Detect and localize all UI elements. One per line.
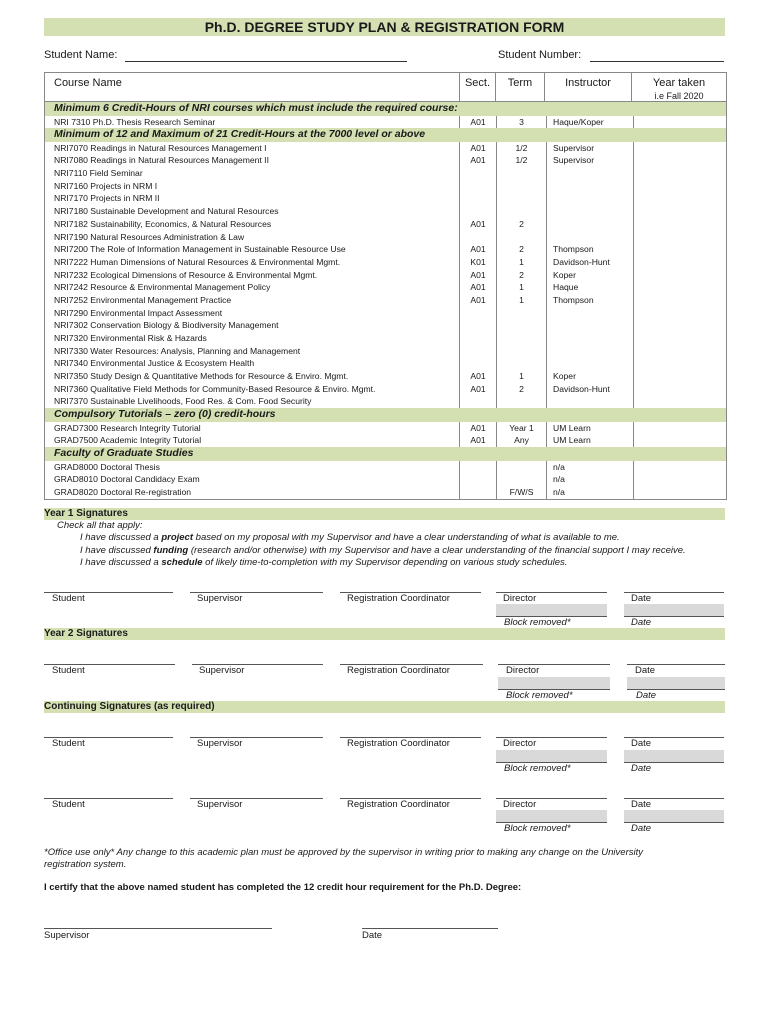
director-signature-label: Director: [503, 799, 537, 810]
term-cell: 1: [496, 281, 546, 294]
student-signature-label: Student: [52, 738, 85, 749]
instructor-cell: n/a: [546, 461, 633, 474]
header-sect: Sect.: [459, 73, 495, 101]
table-row: [45, 486, 726, 499]
checklist-text: based on my proposal with my Supervisor and have a clear understanding of what is available to me.: [193, 532, 620, 543]
instructor-cell: [546, 307, 633, 320]
instructor-cell: [546, 345, 633, 358]
instructor-cell: [546, 218, 633, 231]
instructor-cell: Haque/Koper: [546, 116, 633, 129]
term-cell: F/W/S: [496, 486, 546, 499]
instructor-cell: Supervisor: [546, 142, 633, 155]
checklist-keyword: schedule: [161, 557, 203, 568]
director-signature-label: Director: [506, 665, 540, 676]
section-heading: Minimum 6 Credit-Hours of NRI courses which must include the required course:: [45, 102, 726, 116]
checklist-text: I have discussed: [80, 545, 154, 556]
year-taken-cell[interactable]: [633, 116, 726, 129]
supervisor-signature-label: Supervisor: [197, 799, 243, 810]
term-cell: [496, 473, 546, 486]
section-cell: [459, 332, 496, 345]
term-cell: 1: [496, 294, 546, 307]
instructor-cell: [546, 357, 633, 370]
instructor-cell: n/a: [546, 473, 633, 486]
final-date-line[interactable]: [362, 928, 498, 929]
instructor-cell: Koper: [546, 269, 633, 282]
course-name-cell: NRI7110 Field Seminar: [54, 168, 143, 179]
office-use-note: *Office use only* Any change to this academic plan must be approved by the supervisor in writing prior to making any change on the University: [44, 847, 643, 858]
term-cell: 2: [496, 383, 546, 396]
year2-band: Year 2 Signatures: [44, 628, 725, 640]
office-shade: [624, 604, 724, 616]
course-table: [44, 72, 727, 500]
section-cell: A01: [459, 243, 496, 256]
table-row: [45, 434, 726, 447]
block-removed-label: Block removed*: [504, 763, 571, 774]
instructor-cell: UM Learn: [546, 422, 633, 435]
year-taken-cell[interactable]: [633, 370, 726, 383]
office-shade: [496, 604, 607, 616]
checklist-text: I have discussed a: [80, 532, 162, 543]
instructor-cell: Supervisor: [546, 154, 633, 167]
course-name-cell: NRI7290 Environmental Impact Assessment: [54, 307, 223, 318]
section-cell: A01: [459, 383, 496, 396]
certify-statement: I certify that the above named student has completed the 12 credit hour requirement for the Ph.D. Degree:: [44, 882, 522, 893]
year-taken-cell[interactable]: [633, 319, 726, 332]
office-date-label: Date: [631, 823, 652, 834]
table-row: [45, 461, 726, 474]
year-taken-cell[interactable]: [633, 192, 726, 205]
instructor-cell: Thompson: [546, 243, 633, 256]
year-taken-cell[interactable]: [633, 154, 726, 167]
year-taken-cell[interactable]: [633, 269, 726, 282]
supervisor-signature-label: Supervisor: [197, 593, 243, 604]
instructor-cell: n/a: [546, 486, 633, 499]
term-cell: 2: [496, 243, 546, 256]
table-row: [45, 294, 726, 307]
final-supervisor-label: Supervisor: [44, 930, 90, 941]
section-cell: A01: [459, 434, 496, 447]
table-row: [45, 243, 726, 256]
term-cell: [496, 192, 546, 205]
term-cell: [496, 395, 546, 408]
check-all-label: Check all that apply:: [57, 520, 143, 531]
office-shade: [496, 750, 607, 762]
table-row: [45, 256, 726, 269]
office-shade: [498, 677, 610, 689]
section-cell: [459, 357, 496, 370]
term-cell: 1/2: [496, 154, 546, 167]
term-cell: 1: [496, 256, 546, 269]
table-header: [45, 73, 726, 102]
course-name-cell: NRI 7310 Ph.D. Thesis Research Seminar: [54, 116, 216, 127]
course-name-cell: NRI7232 Ecological Dimensions of Resource & Environmental Mgmt.: [54, 269, 318, 280]
table-row: [45, 473, 726, 486]
year-taken-cell[interactable]: [633, 256, 726, 269]
office-shade: [624, 810, 724, 822]
section-cell: K01: [459, 256, 496, 269]
table-row: [45, 142, 726, 155]
year-taken-cell[interactable]: [633, 243, 726, 256]
course-name-cell: NRI7180 Sustainable Development and Natural Resources: [54, 206, 279, 217]
course-name-cell: NRI7070 Readings in Natural Resources Management I: [54, 142, 267, 153]
office-date-label: Date: [631, 617, 652, 628]
year-taken-cell[interactable]: [633, 205, 726, 218]
table-row: [45, 116, 726, 129]
block-removed-label: Block removed*: [506, 690, 573, 701]
checklist-text: I have discussed a: [80, 557, 162, 568]
supervisor-signature-label: Supervisor: [199, 665, 245, 676]
year-taken-cell[interactable]: [633, 434, 726, 447]
table-row: [45, 192, 726, 205]
year-taken-cell[interactable]: [633, 142, 726, 155]
section-cell: [459, 395, 496, 408]
instructor-cell: [546, 319, 633, 332]
course-name-cell: NRI7080 Readings in Natural Resources Management II: [54, 155, 269, 166]
course-name-cell: NRI7242 Resource & Environmental Management Policy: [54, 282, 271, 293]
header-year-label: Year taken: [652, 77, 706, 89]
table-row: [45, 231, 726, 244]
term-cell: [496, 357, 546, 370]
year-taken-cell[interactable]: [633, 294, 726, 307]
section-cell: [459, 486, 496, 499]
section-cell: [459, 192, 496, 205]
table-row: [45, 345, 726, 358]
section-heading: Minimum of 12 and Maximum of 21 Credit-Hours at the 7000 level or above: [45, 128, 726, 142]
term-cell: 2: [496, 269, 546, 282]
student-name-label: Student Name:: [44, 49, 118, 61]
term-cell: [496, 205, 546, 218]
section-cell: A01: [459, 281, 496, 294]
date-label: Date: [631, 593, 652, 604]
term-cell: [496, 461, 546, 474]
section-cell: A01: [459, 269, 496, 282]
course-name-cell: GRAD8000 Doctoral Thesis: [54, 461, 160, 472]
table-row: [45, 218, 726, 231]
coordinator-signature-label: Registration Coordinator: [347, 593, 450, 604]
term-cell: [496, 180, 546, 193]
term-cell: [496, 231, 546, 244]
year-taken-cell[interactable]: [633, 461, 726, 474]
course-name-cell: GRAD8020 Doctoral Re-registration: [54, 486, 192, 497]
date-label: Date: [631, 799, 652, 810]
course-name-cell: GRAD7300 Research Integrity Tutorial: [54, 422, 201, 433]
year-taken-cell[interactable]: [633, 473, 726, 486]
header-term: Term: [495, 73, 544, 101]
table-row: [45, 395, 726, 408]
table-row: [45, 319, 726, 332]
office-date-label: Date: [631, 763, 652, 774]
section-cell: [459, 307, 496, 320]
checklist-project[interactable]: [80, 532, 620, 543]
course-name-cell: NRI7340 Environmental Justice & Ecosystem Health: [54, 358, 255, 369]
course-name-cell: NRI7222 Human Dimensions of Natural Resources & Environmental Mgmt.: [54, 256, 341, 267]
term-cell: 1/2: [496, 142, 546, 155]
office-shade: [496, 810, 607, 822]
year-taken-cell[interactable]: [633, 395, 726, 408]
coordinator-signature-label: Registration Coordinator: [347, 799, 450, 810]
section-cell: [459, 461, 496, 474]
section-cell: A01: [459, 294, 496, 307]
section-cell: A01: [459, 154, 496, 167]
term-cell: [496, 319, 546, 332]
year-taken-cell[interactable]: [633, 231, 726, 244]
student-signature-label: Student: [52, 799, 85, 810]
instructor-cell: [546, 167, 633, 180]
student-signature-label: Student: [52, 593, 85, 604]
instructor-cell: Davidson-Hunt: [546, 383, 633, 396]
section-cell: A01: [459, 218, 496, 231]
checklist-text: of likely time-to-completion with my Supervisor depending on various study schedules.: [202, 557, 568, 568]
section-cell: A01: [459, 116, 496, 129]
term-cell: [496, 167, 546, 180]
instructor-cell: Davidson-Hunt: [546, 256, 633, 269]
section-heading: Faculty of Graduate Studies: [45, 447, 726, 461]
instructor-cell: [546, 395, 633, 408]
section-cell: A01: [459, 370, 496, 383]
year-taken-cell[interactable]: [633, 180, 726, 193]
year1-band: Year 1 Signatures: [44, 508, 725, 520]
section-cell: A01: [459, 422, 496, 435]
course-name-cell: NRI7160 Projects in NRM I: [54, 180, 158, 191]
term-cell: Any: [496, 434, 546, 447]
year-taken-cell[interactable]: [633, 218, 726, 231]
year-taken-cell[interactable]: [633, 345, 726, 358]
coordinator-signature-label: Registration Coordinator: [347, 738, 450, 749]
section-cell: [459, 205, 496, 218]
course-name-cell: GRAD8010 Doctoral Candidacy Exam: [54, 474, 200, 485]
director-signature-label: Director: [503, 593, 537, 604]
date-label: Date: [631, 738, 652, 749]
table-row: [45, 167, 726, 180]
course-name-cell: GRAD7500 Academic Integrity Tutorial: [54, 435, 202, 446]
section-cell: [459, 231, 496, 244]
table-row: [45, 422, 726, 435]
year-taken-cell[interactable]: [633, 357, 726, 370]
section-cell: [459, 180, 496, 193]
checklist-keyword: project: [161, 532, 194, 543]
section-cell: A01: [459, 142, 496, 155]
student-name-field[interactable]: [125, 61, 407, 62]
course-name-cell: NRI7330 Water Resources: Analysis, Planning and Management: [54, 345, 301, 356]
header-course-name: Course Name: [54, 77, 122, 89]
term-cell: Year 1: [496, 422, 546, 435]
form-title: Ph.D. DEGREE STUDY PLAN & REGISTRATION FORM: [44, 18, 725, 36]
instructor-cell: Haque: [546, 281, 633, 294]
term-cell: [496, 345, 546, 358]
student-number-label: Student Number:: [498, 49, 582, 61]
term-cell: 3: [496, 116, 546, 129]
term-cell: [496, 307, 546, 320]
year-taken-cell[interactable]: [633, 167, 726, 180]
year-taken-cell[interactable]: [633, 486, 726, 499]
instructor-cell: Thompson: [546, 294, 633, 307]
office-shade: [624, 750, 724, 762]
instructor-cell: [546, 192, 633, 205]
year-taken-cell[interactable]: [633, 281, 726, 294]
checklist-keyword: funding: [153, 545, 189, 556]
table-row: [45, 205, 726, 218]
student-number-field[interactable]: [590, 61, 724, 62]
director-signature-label: Director: [503, 738, 537, 749]
year-taken-cell[interactable]: [633, 422, 726, 435]
year-taken-cell[interactable]: [633, 332, 726, 345]
student-signature-label: Student: [52, 665, 85, 676]
table-row: [45, 307, 726, 320]
block-removed-label: Block removed*: [504, 617, 571, 628]
table-row: [45, 154, 726, 167]
table-row: [45, 383, 726, 396]
office-date-label: Date: [636, 690, 657, 701]
term-cell: 1: [496, 370, 546, 383]
table-row: [45, 332, 726, 345]
section-cell: [459, 319, 496, 332]
term-cell: [496, 332, 546, 345]
continuing-band: Continuing Signatures (as required): [44, 701, 725, 713]
term-cell: 2: [496, 218, 546, 231]
supervisor-signature-label: Supervisor: [197, 738, 243, 749]
instructor-cell: Koper: [546, 370, 633, 383]
table-row: [45, 269, 726, 282]
course-name-cell: NRI7302 Conservation Biology & Biodiversity Management: [54, 320, 279, 331]
header-year-taken: [631, 73, 726, 101]
section-heading: Compulsory Tutorials – zero (0) credit-hours: [45, 408, 726, 422]
course-name-cell: NRI7370 Sustainable Livelihoods, Food Res. & Com. Food Security: [54, 396, 312, 407]
table-row: [45, 281, 726, 294]
instructor-cell: [546, 180, 633, 193]
year-taken-cell[interactable]: [633, 383, 726, 396]
section-cell: [459, 473, 496, 486]
date-label: Date: [635, 665, 656, 676]
office-shade: [627, 677, 725, 689]
final-date-label: Date: [362, 930, 383, 941]
table-row: [45, 357, 726, 370]
instructor-cell: UM Learn: [546, 434, 633, 447]
year-taken-cell[interactable]: [633, 307, 726, 320]
checklist-text: (research and/or otherwise) with my Supervisor and have a clear understanding of the financial support I may receive.: [188, 545, 686, 556]
course-name-cell: NRI7200 The Role of Information Management in Sustainable Resource Use: [54, 244, 346, 255]
table-body: [45, 102, 726, 499]
checklist-funding[interactable]: [80, 545, 686, 556]
table-row: [45, 180, 726, 193]
instructor-cell: [546, 205, 633, 218]
checklist-schedule[interactable]: [80, 557, 567, 568]
course-name-cell: NRI7320 Environmental Risk & Hazards: [54, 333, 207, 343]
office-use-note-cont: registration system.: [44, 859, 127, 870]
coordinator-signature-label: Registration Coordinator: [347, 665, 450, 676]
section-cell: [459, 167, 496, 180]
course-name-cell: NRI7182 Sustainability, Economics, & Natural Resources: [54, 218, 272, 229]
instructor-cell: [546, 231, 633, 244]
block-removed-label: Block removed*: [504, 823, 571, 834]
header-instructor: Instructor: [544, 73, 631, 101]
instructor-cell: [546, 332, 633, 345]
header-year-example: i.e Fall 2020: [654, 91, 704, 101]
section-cell: [459, 345, 496, 358]
course-name-cell: NRI7190 Natural Resources Administration & Law: [54, 231, 245, 242]
course-name-cell: NRI7350 Study Design & Quantitative Methods for Resource & Enviro. Mgmt.: [54, 371, 349, 382]
course-name-cell: NRI7170 Projects in NRM II: [54, 193, 160, 204]
course-name-cell: NRI7252 Environmental Management Practice: [54, 294, 232, 305]
final-supervisor-signature-line[interactable]: [44, 928, 272, 929]
table-row: [45, 370, 726, 383]
course-name-cell: NRI7360 Qualitative Field Methods for Community-Based Resource & Enviro. Mgmt.: [54, 383, 376, 394]
